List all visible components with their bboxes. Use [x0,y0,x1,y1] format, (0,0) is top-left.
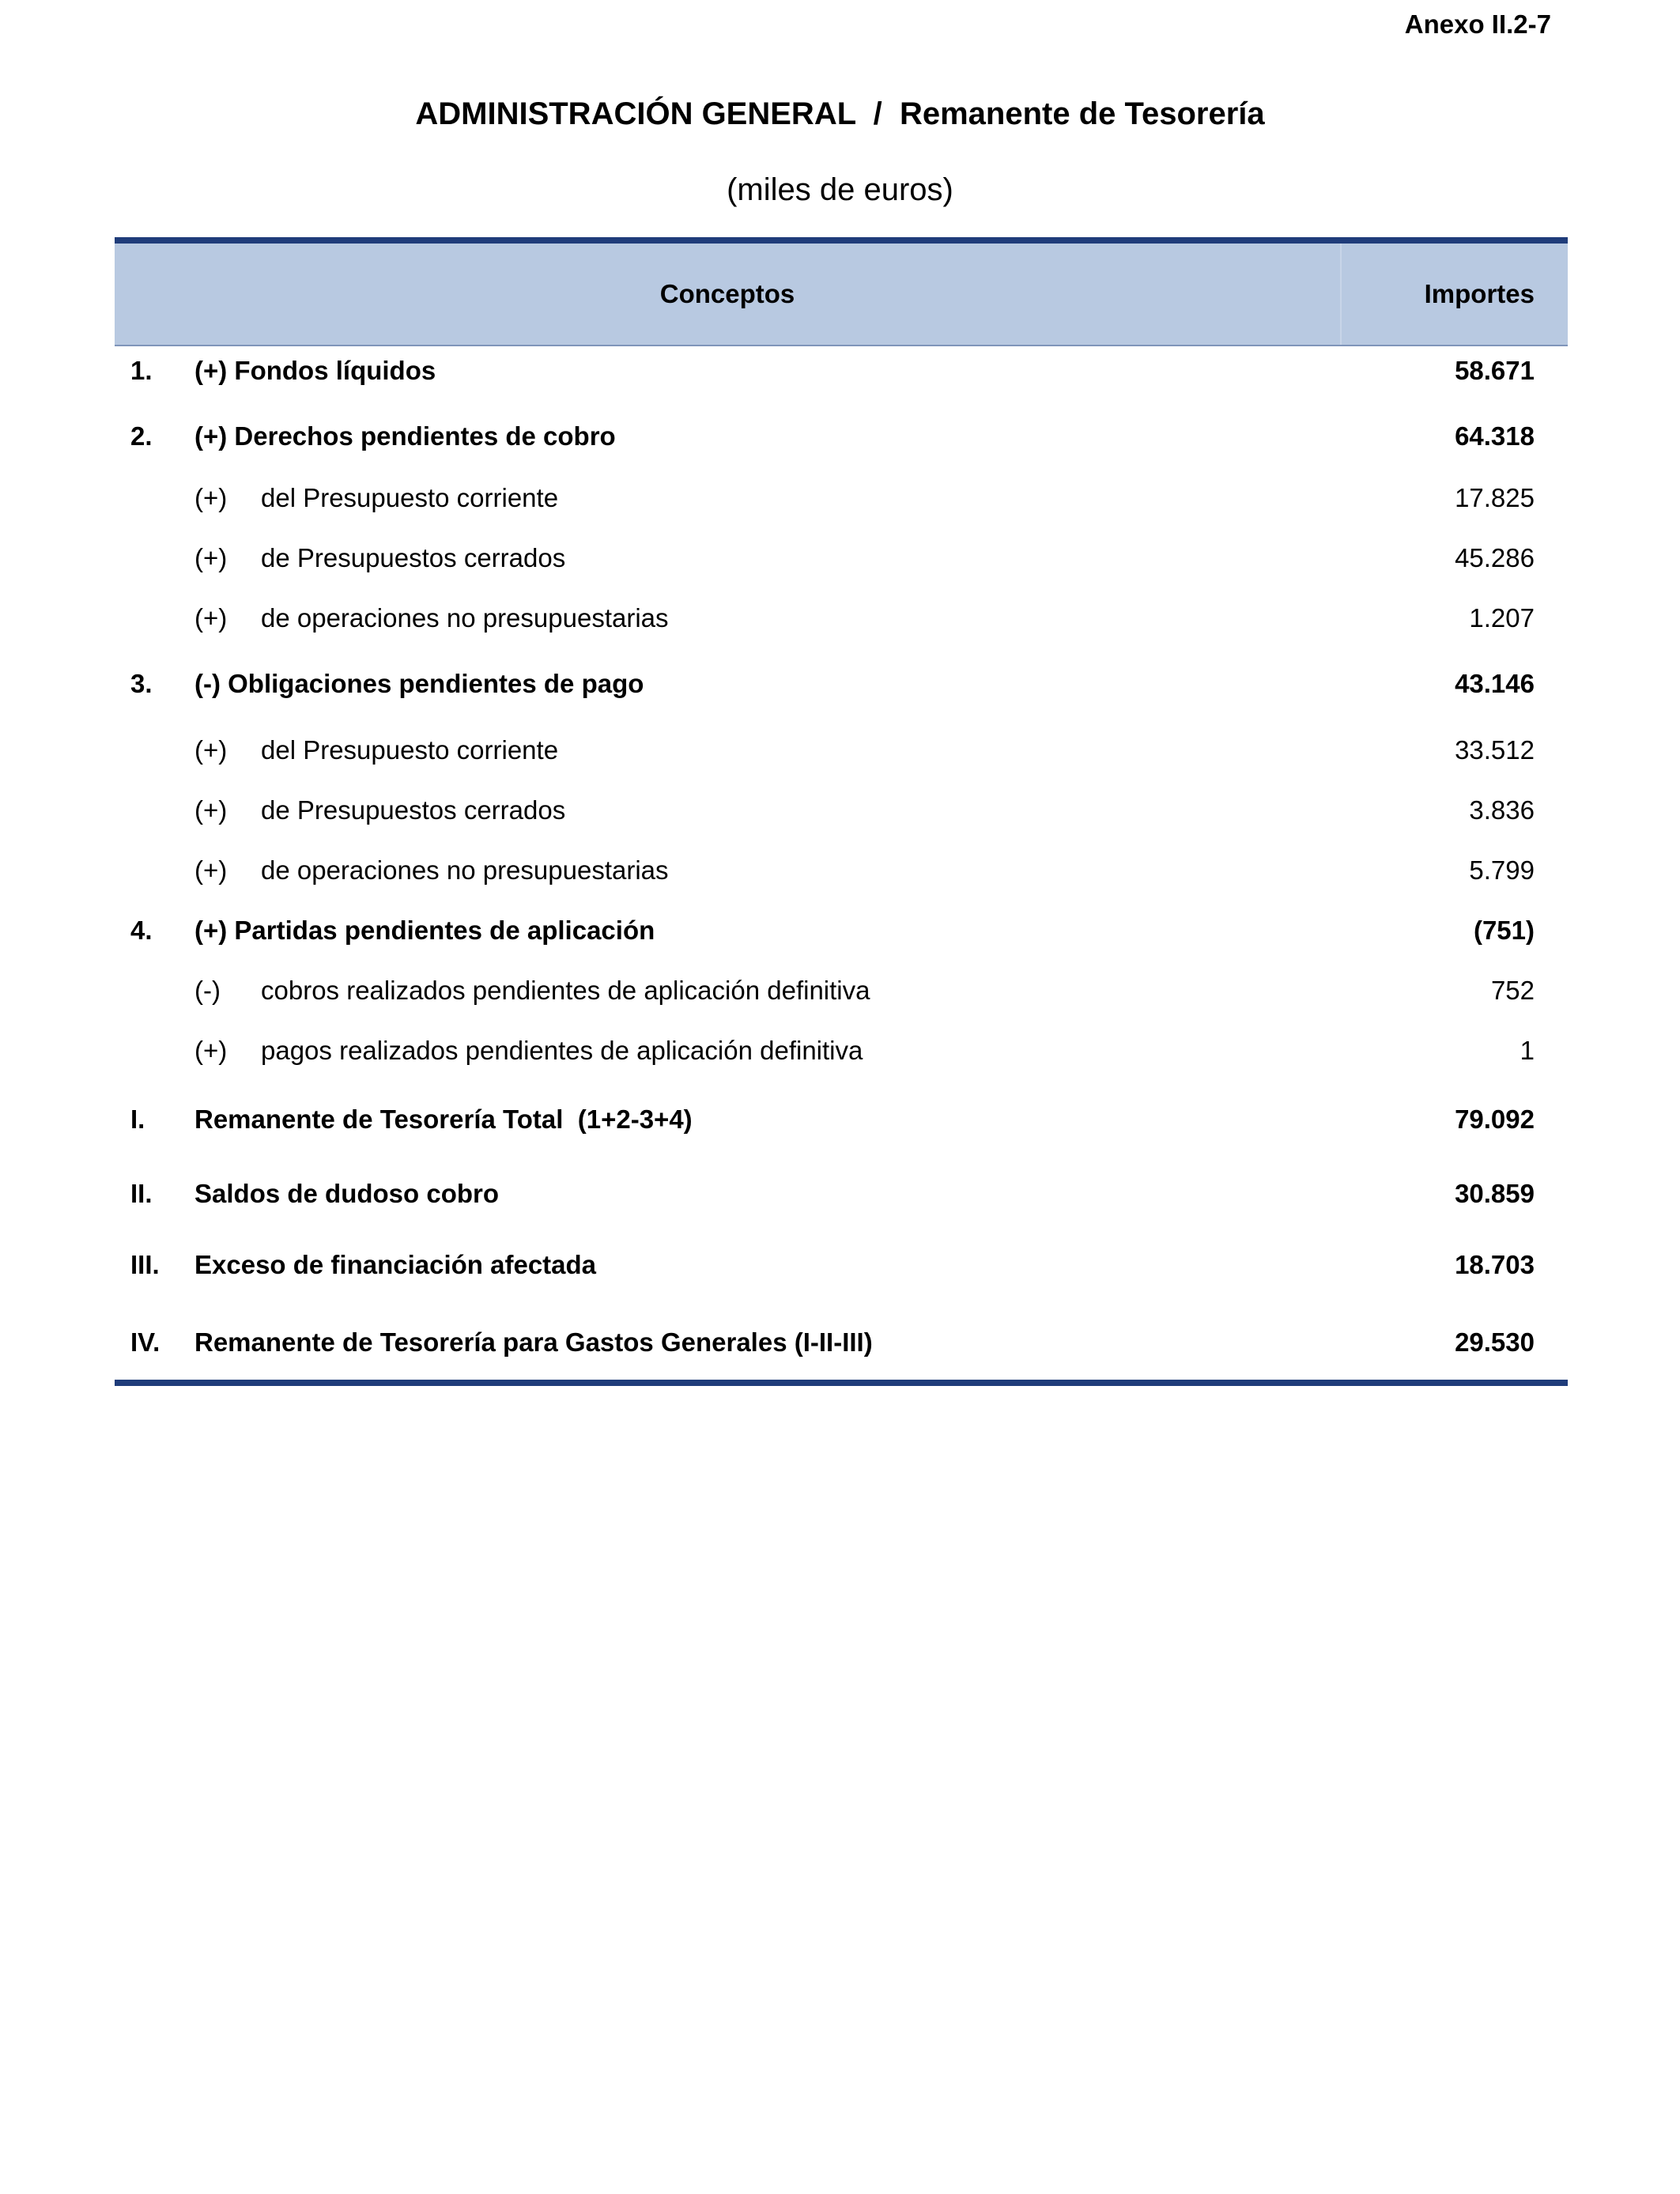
row-label: Remanente de Tesorería Total (1+2-3+4) [194,1105,693,1134]
table-row [115,478,1568,518]
row-label: de Presupuestos cerrados [261,543,566,572]
row-amount: 1 [1520,1036,1535,1065]
row-label: del Presupuesto corriente [261,483,559,512]
row-label: (-) Obligaciones pendientes de pago [194,669,644,698]
row-amount: 3.836 [1469,795,1535,825]
row-amount: 29.530 [1455,1327,1535,1357]
row-label: de operaciones no presupuestarias [261,603,669,633]
row-number: 1. [130,356,153,385]
table-row [115,791,1568,830]
table-row [115,538,1568,578]
table-row [115,1245,1568,1285]
row-label: Remanente de Tesorería para Gastos Generales (I-II-III) [194,1327,873,1357]
row-amount: 30.859 [1455,1179,1535,1208]
table-row [115,1174,1568,1214]
table-body [115,346,1568,1387]
table-row [115,1100,1568,1139]
row-sign: (-) [194,976,221,1005]
row-amount: 64.318 [1455,421,1535,451]
row-number: 2. [130,421,153,451]
table-row [115,731,1568,770]
row-label: del Presupuesto corriente [261,735,559,765]
table-row [115,1031,1568,1071]
row-sign: (+) [194,735,228,765]
row-amount: 18.703 [1455,1250,1535,1279]
row-label: de Presupuestos cerrados [261,795,566,825]
row-sign: (+) [194,1036,228,1065]
table-top-rule [115,237,1568,244]
table-bottom-rule [115,1380,1568,1386]
table-row [115,664,1568,704]
page-subtitle: (miles de euros) [727,172,953,207]
row-amount: 1.207 [1469,603,1535,633]
row-amount: 58.671 [1455,356,1535,385]
row-label: (+) Partidas pendientes de aplicación [194,916,655,945]
table-row [115,971,1568,1010]
treasury-table [115,237,1568,1387]
table-row [115,417,1568,456]
row-number: IV. [130,1327,160,1357]
annex-label: Anexo II.2-7 [1404,9,1551,39]
row-amount: (751) [1473,916,1535,945]
row-label: de operaciones no presupuestarias [261,855,669,885]
row-number: 4. [130,916,153,945]
table-row [115,599,1568,638]
row-sign: (+) [194,603,228,633]
row-amount: 5.799 [1469,855,1535,885]
row-label: pagos realizados pendientes de aplicación definitiva [261,1036,863,1065]
page-title: ADMINISTRACIÓN GENERAL / Remanente de Tesorería [415,96,1265,131]
row-number: III. [130,1250,160,1279]
row-amount: 752 [1490,976,1535,1005]
row-label: Exceso de financiación afectada [194,1250,597,1279]
row-sign: (+) [194,855,228,885]
row-label: cobros realizados pendientes de aplicación definitiva [261,976,870,1005]
row-number: I. [130,1105,145,1134]
row-number: II. [130,1179,153,1208]
header-concepts: Conceptos [659,279,795,308]
table-row [115,351,1568,391]
row-label: (+) Fondos líquidos [194,356,436,385]
table-row [115,911,1568,950]
header-amounts: Importes [1424,279,1535,308]
row-amount: 43.146 [1455,669,1535,698]
row-sign: (+) [194,483,228,512]
table-row [115,851,1568,890]
row-amount: 33.512 [1455,735,1535,765]
row-sign: (+) [194,795,228,825]
row-label: Saldos de dudoso cobro [194,1179,500,1208]
row-sign: (+) [194,543,228,572]
table-header [115,244,1568,346]
row-amount: 45.286 [1455,543,1535,572]
row-amount: 79.092 [1455,1105,1535,1134]
row-number: 3. [130,669,153,698]
row-amount: 17.825 [1455,483,1535,512]
header-divider [1340,244,1342,345]
row-label: (+) Derechos pendientes de cobro [194,421,616,451]
table-row [115,1323,1568,1362]
